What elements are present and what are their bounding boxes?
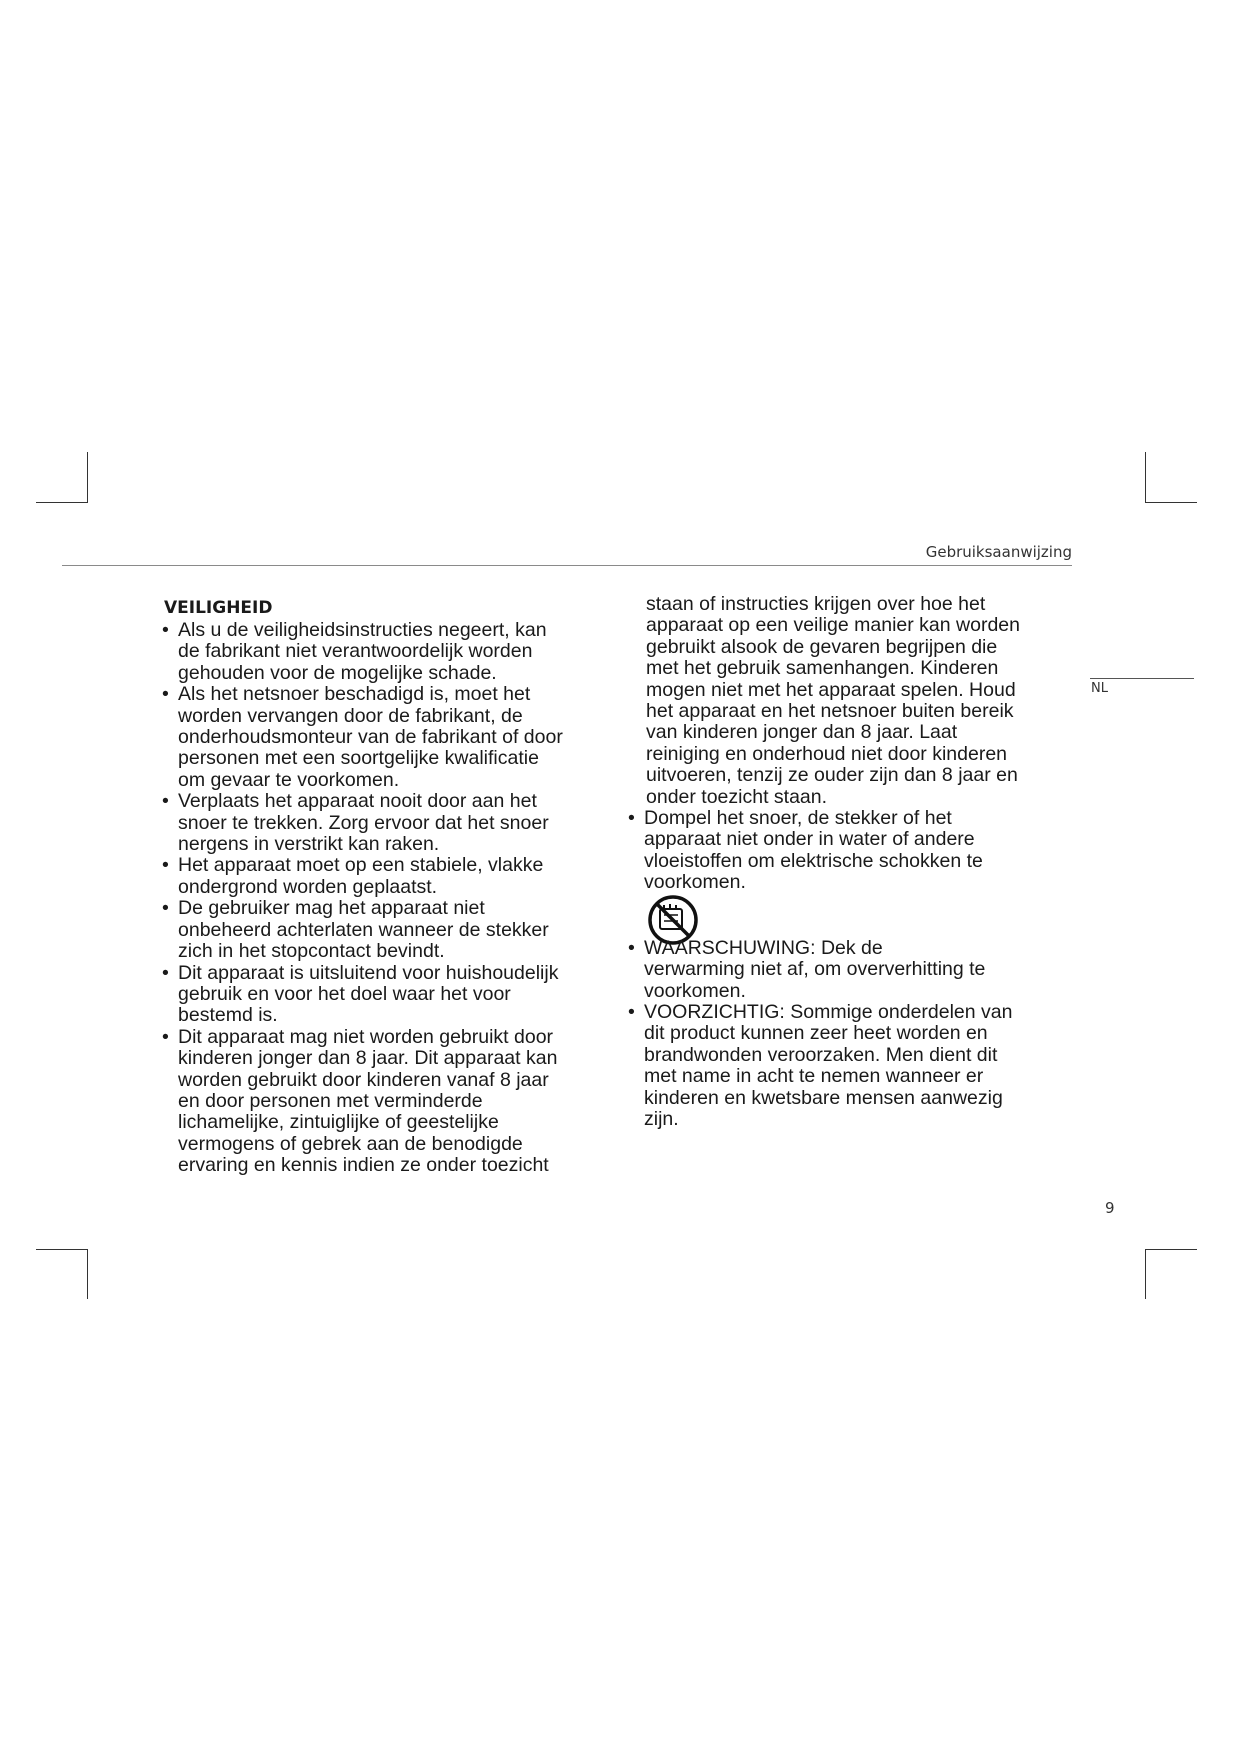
language-code: NL: [1091, 681, 1108, 696]
list-item: • Als u de veiligheidsinstructies negeert, kan de fabrikant niet verantwoordelijk worden gehouden voor de mogelijke schade.: [162, 619, 547, 684]
continued-paragraph: staan of instructies krijgen over hoe het apparaat op een veilige manier kan worden gebruikt alsook de gevaren begrijpen die met het gebruik samenhangen. Kinderen mogen niet met het apparaat spelen. Houd het apparaat en het netsnoer buiten bereik van kinderen jonger dan 8 jaar. Laat reiniging en onderhoud niet door kinderen uitvoeren, tenzij ze ouder zijn dan 8 jaar en onder toezicht staan.: [646, 593, 1020, 808]
bullet: •: [162, 961, 169, 984]
bullet: •: [162, 619, 169, 641]
list-item: • VOORZICHTIG: Sommige onderdelen van dit product kunnen zeer heet worden en brandwonden veroorzaken. Men dient dit met name in acht te nemen wanneer er kinderen en kwetsbare mensen aanwezig zijn.: [628, 1000, 1013, 1130]
header-divider: [62, 565, 1072, 566]
section-title: VEILIGHEID: [164, 598, 273, 618]
left-column: [162, 598, 612, 1177]
bullet: •: [628, 807, 635, 830]
bullet: •: [162, 897, 169, 920]
list-item: • Het apparaat moet op een stabiele, vlakke ondergrond worden geplaatst.: [162, 854, 544, 898]
list-item: • Verplaats het apparaat nooit door aan het snoer te trekken. Zorg ervoor dat het snoer nergens in verstrikt kan raken.: [162, 790, 549, 856]
list-item: • Dit apparaat is uitsluitend voor huishoudelijk gebruik en voor het doel waar het voor bestemd is.: [162, 961, 559, 1027]
warning-icon-row: [628, 894, 1078, 938]
right-column: [628, 594, 1078, 1130]
bullet: •: [162, 854, 169, 877]
page-number: 9: [1105, 1199, 1115, 1217]
list-item: • WAARSCHUWING: Dek de verwarming niet af, om oververhitting te voorkomen.: [628, 936, 986, 1002]
crop-mark-top-right-v: [1145, 452, 1146, 502]
list-item: • Dit apparaat mag niet worden gebruikt door kinderen jonger dan 8 jaar. Dit apparaat kan worden gebruikt door kinderen vanaf 8 jaar en door personen met verminderde lichamelijke, zintuiglijke of geestelijke vermogens of gebrek aan de benodigde ervaring en kennis indien ze onder toezicht: [162, 1025, 558, 1177]
crop-mark-top-right-h: [1145, 502, 1197, 503]
crop-mark-top-left-v: [87, 452, 88, 502]
crop-mark-bottom-left-v: [87, 1249, 88, 1299]
crop-mark-bottom-right-v: [1145, 1249, 1146, 1299]
bullet: •: [628, 936, 635, 959]
list-item: • Als het netsnoer beschadigd is, moet het worden vervangen door de fabrikant, de onderhoudsmonteur van de fabrikant of door personen met een soortgelijke kwalificatie om gevaar te voorkomen.: [162, 683, 563, 791]
crop-mark-top-left-h: [36, 502, 88, 503]
bullet: •: [628, 1000, 635, 1023]
document-title: Gebruiksaanwijzing: [925, 543, 1072, 561]
bullet: •: [162, 790, 169, 813]
language-tab-line: [1090, 678, 1194, 679]
bullet: •: [162, 1025, 169, 1048]
list-item: • De gebruiker mag het apparaat niet onbeheerd achterlaten wanneer de stekker zich in het stopcontact bevindt.: [162, 897, 549, 963]
crop-mark-bottom-left-h: [36, 1249, 88, 1250]
bullet: •: [162, 683, 169, 706]
crop-mark-bottom-right-h: [1145, 1249, 1197, 1250]
list-item: • Dompel het snoer, de stekker of het apparaat niet onder in water of andere vloeistoffen om elektrische schokken te voorkomen.: [628, 807, 983, 894]
